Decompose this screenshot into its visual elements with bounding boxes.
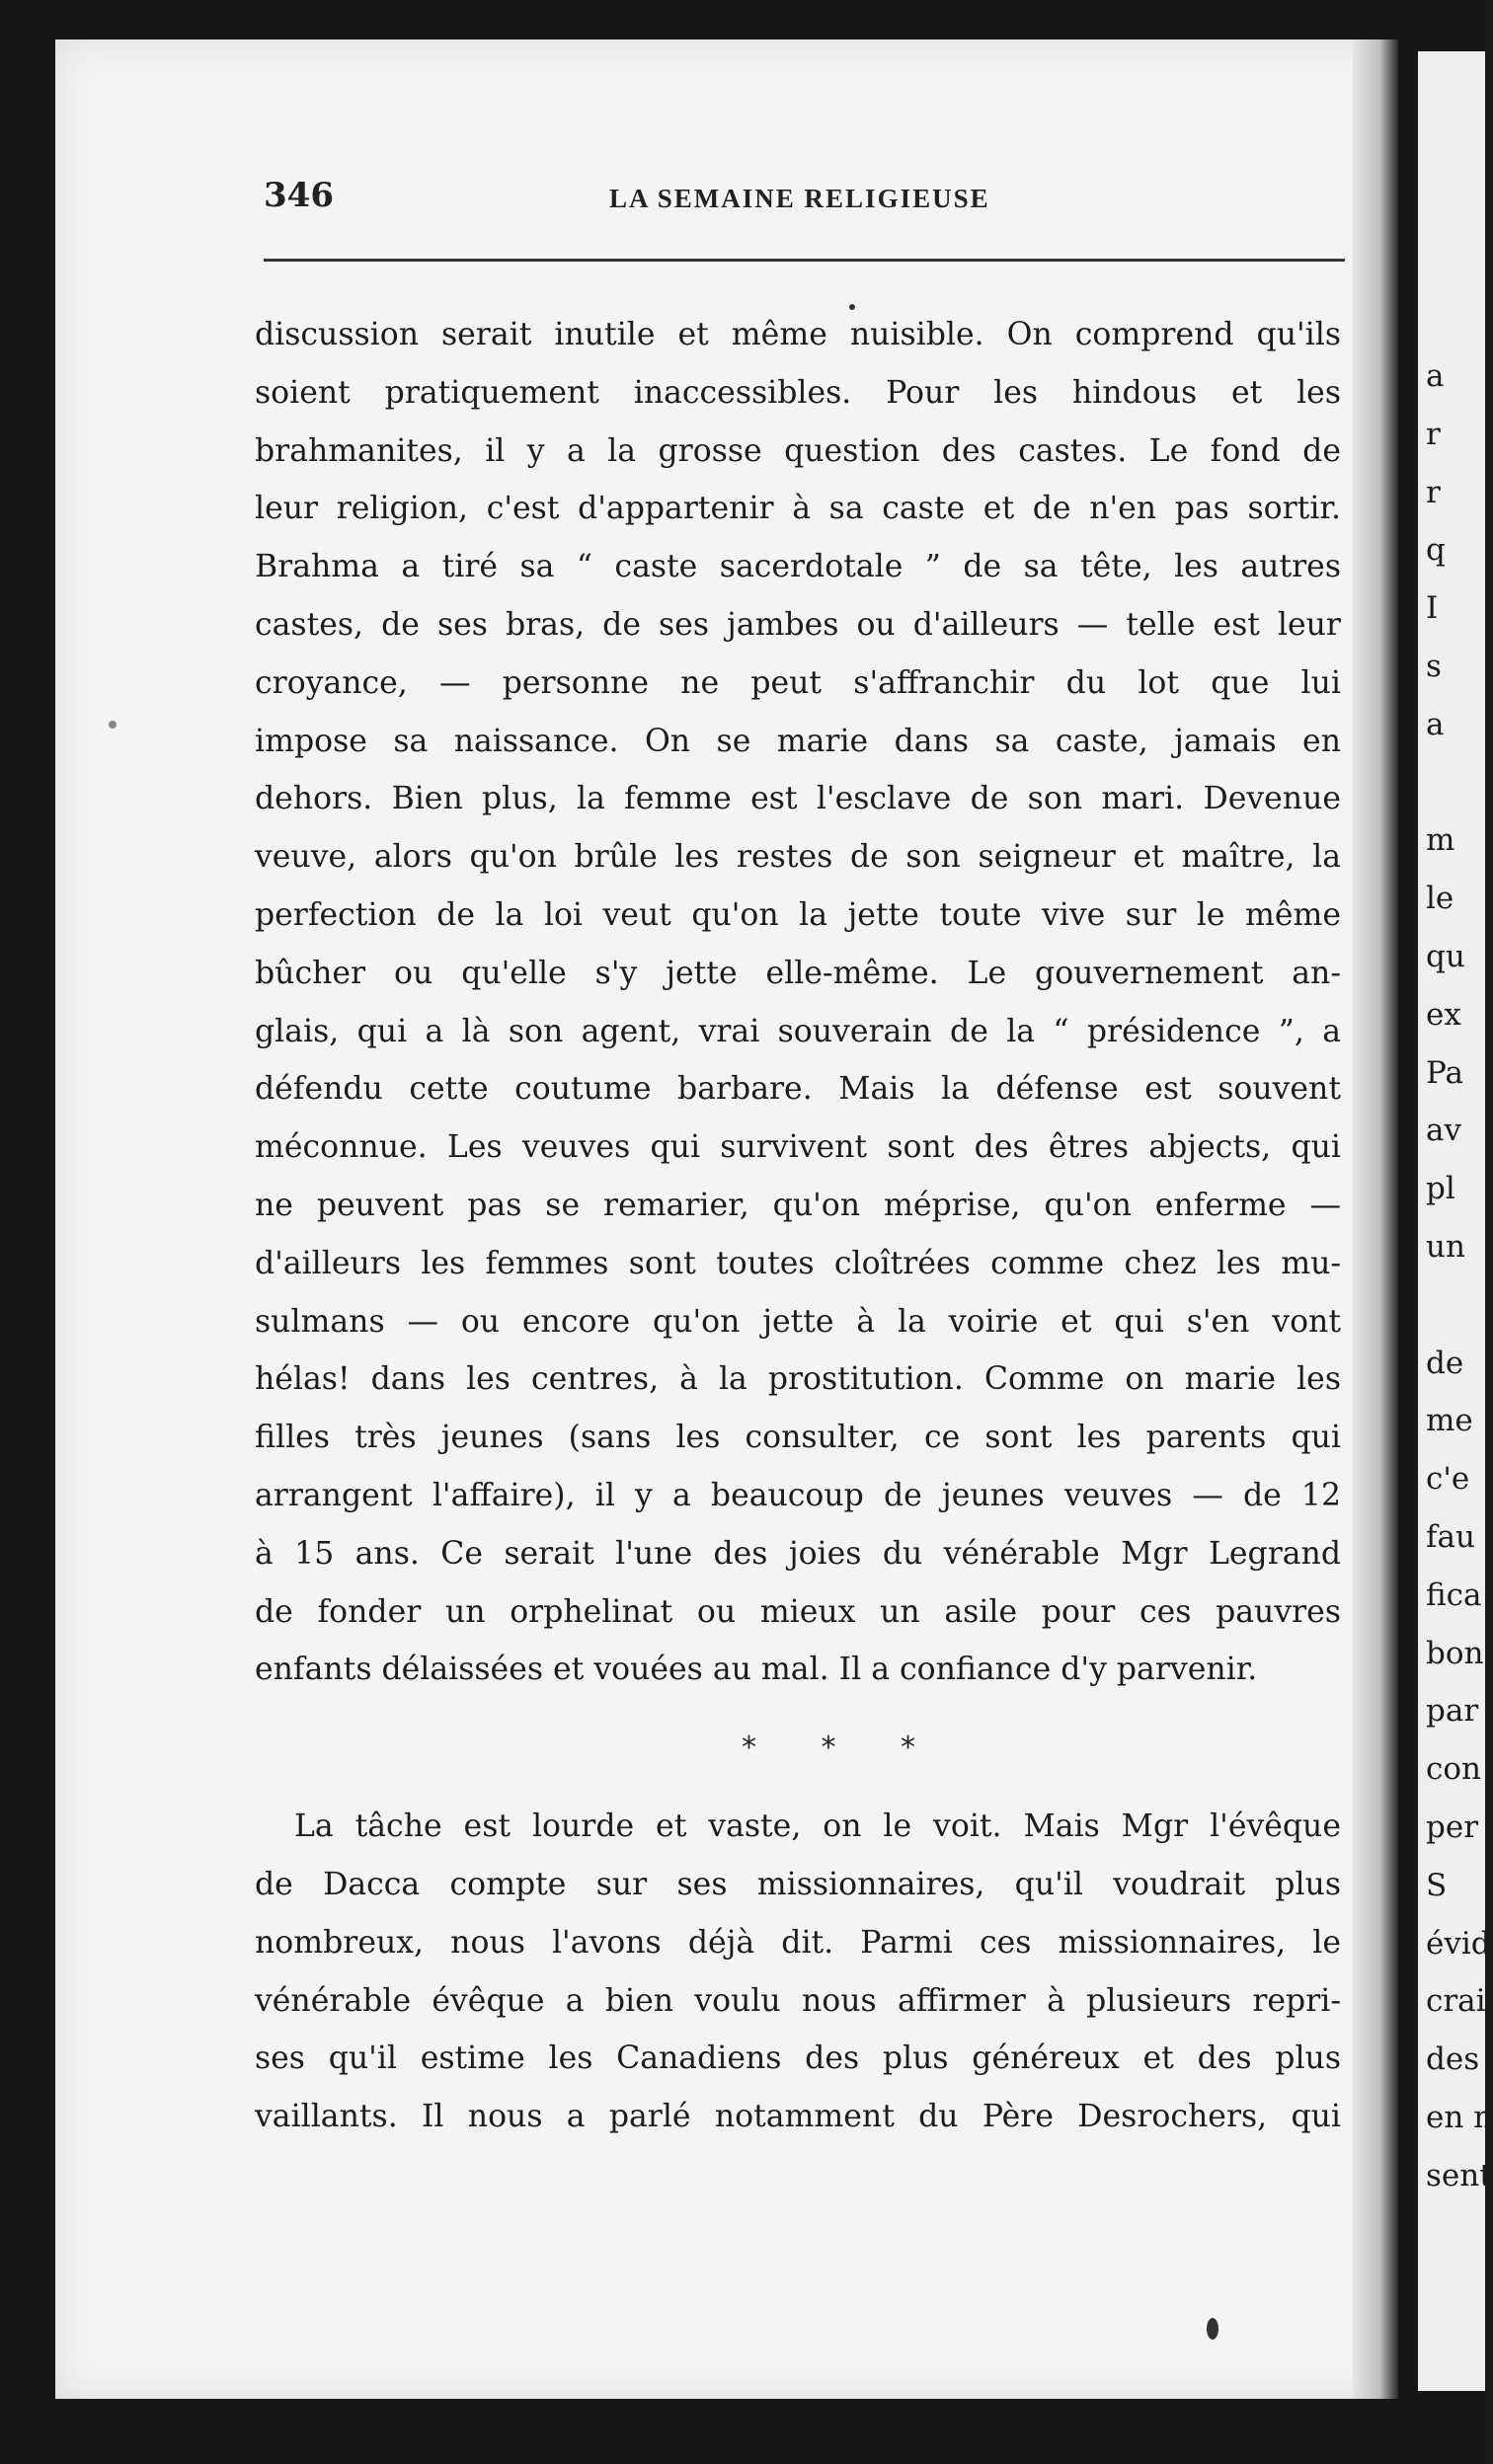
text-line: ses qu'il estime les Canadiens des plus généreux et des plus (255, 2040, 1341, 2077)
adjacent-page-fragment: ex (1426, 996, 1461, 1033)
text-line: nombreux, nous l'avons déjà dit. Parmi ces missionnaires, le (255, 1924, 1341, 1961)
adjacent-page-fragment: évid (1426, 1925, 1491, 1962)
text-line: sulmans — ou encore qu'on jette à la voirie et qui s'en vont (255, 1303, 1341, 1340)
text-line: brahmanites, il y a la grosse question des castes. Le fond de (255, 432, 1341, 469)
adjacent-page-fragment: sent (1426, 2157, 1492, 2194)
adjacent-page-fragment: par (1426, 1693, 1479, 1730)
page-header (264, 176, 1345, 235)
text-line: perfection de la loi veut qu'on la jette toute vive sur le même (255, 896, 1341, 933)
text-line: arrangent l'affaire), il y a beaucoup de jeunes veuves — de 12 (255, 1477, 1341, 1513)
adjacent-page-fragment: m (1426, 822, 1455, 859)
adjacent-page-fragment (1426, 1276, 1493, 1335)
text-line: La tâche est lourde et vaste, on le voit. Mais Mgr l'évêque (294, 1809, 1341, 1845)
adjacent-page-fragment: per (1426, 1809, 1479, 1845)
text-line: méconnue. Les veuves qui survivent sont des êtres abjects, qui (255, 1129, 1341, 1166)
adjacent-page-fragment: bon (1426, 1635, 1484, 1671)
adjacent-page-fragment: r (1426, 416, 1441, 452)
paragraph-1 (255, 306, 1341, 1699)
text-line: leur religion, c'est d'appartenir à sa caste et de n'en pas sortir. (255, 491, 1341, 527)
adjacent-page-fragment: fau (1426, 1518, 1475, 1555)
text-line: filles très jeunes (sans les consulter, ce sont les parents qui (255, 1420, 1341, 1456)
adjacent-page-fragment: qu (1426, 938, 1465, 974)
adjacent-page-fragment: q (1426, 532, 1446, 569)
adjacent-page-fragment: con (1426, 1751, 1481, 1788)
text-line: bûcher ou qu'elle s'y jette elle-même. Le gouvernement an- (255, 955, 1341, 991)
ink-speck (1207, 2318, 1218, 2340)
text-line: vaillants. Il nous a parlé notamment du Père Desrochers, qui (255, 2099, 1341, 2135)
adjacent-page-fragment: r (1426, 474, 1441, 510)
adjacent-page-fragment: de (1426, 1345, 1464, 1381)
text-line: dehors. Bien plus, la femme est l'esclave de son mari. Devenue (255, 781, 1341, 817)
adjacent-page-fragment: av (1426, 1113, 1461, 1149)
text-line: impose sa naissance. On se marie dans sa caste, jamais en (255, 723, 1341, 759)
text-line: castes, de ses bras, de ses jambes ou d'ailleurs — telle est leur (255, 606, 1341, 643)
adjacent-page-fragment: pl (1426, 1171, 1455, 1207)
adjacent-page-fragment: me (1426, 1403, 1473, 1439)
adjacent-page-fragment: I (1426, 590, 1439, 627)
header-rule (264, 259, 1345, 262)
page-gutter (1353, 39, 1398, 2399)
adjacent-page-fragment: c'e (1426, 1461, 1470, 1498)
text-line: Brahma a tiré sa “ caste sacerdotale ” de sa tête, les autres (255, 549, 1341, 585)
text-line: défendu cette coutume barbare. Mais la défense est souvent (255, 1071, 1341, 1108)
adjacent-page-fragment: fica (1426, 1577, 1482, 1613)
text-line: d'ailleurs les femmes sont toutes cloîtrées comme chez les mu- (255, 1245, 1341, 1281)
section-separator: * * * (741, 1731, 944, 1766)
adjacent-page-fragment: a (1426, 358, 1445, 394)
adjacent-page-fragment: s (1426, 648, 1442, 684)
text-line: hélas! dans les centres, à la prostitution. Comme on marie les (255, 1361, 1341, 1398)
text-line: à 15 ans. Ce serait l'une des joies du vénérable Mgr Legrand (255, 1535, 1341, 1572)
adjacent-page-fragment: un (1426, 1228, 1465, 1265)
text-line: croyance, — personne ne peut s'affranchir du lot que lui (255, 664, 1341, 701)
text-line: veuve, alors qu'on brûle les restes de son seigneur et maître, la (255, 839, 1341, 876)
adjacent-page-fragment: a (1426, 706, 1445, 742)
adjacent-page-fragment: en n (1426, 2099, 1493, 2135)
text-line: enfants délaissées et vouées au mal. Il a confiance d'y parvenir. (255, 1652, 1258, 1688)
running-title: LA SEMAINE RELIGIEUSE (609, 184, 990, 213)
adjacent-page-text (1426, 347, 1493, 2205)
text-line: soient pratiquement inaccessibles. Pour les hindous et les (255, 374, 1341, 411)
text-line: glais, qui a là son agent, vrai souverain de la “ présidence ”, a (255, 1013, 1341, 1049)
paragraph-2 (255, 1798, 1341, 2146)
text-line: de fonder un orphelinat ou mieux un asile pour ces pauvres (255, 1593, 1341, 1630)
text-line: ne peuvent pas se remarier, qu'on méprise, qu'on enferme — (255, 1187, 1341, 1223)
text-line: de Dacca compte sur ses missionnaires, qu'il voudrait plus (255, 1866, 1341, 1902)
text-line: vénérable évêque a bien voulu nous affirmer à plusieurs repri- (255, 1982, 1341, 2019)
adjacent-page-fragment (1426, 754, 1493, 812)
adjacent-page-fragment: Pa (1426, 1054, 1463, 1091)
adjacent-page-fragment: des (1426, 2041, 1480, 2078)
page-number: 346 (264, 176, 334, 215)
text-line: discussion serait inutile et même nuisible. On comprend qu'ils (255, 317, 1341, 352)
ink-speck (109, 721, 117, 729)
adjacent-page-fragment: le (1426, 881, 1454, 917)
adjacent-page-edge (1418, 51, 1493, 2391)
ink-speck (849, 304, 855, 310)
adjacent-page-fragment: S (1426, 1867, 1448, 1903)
page-body (255, 306, 1341, 2146)
adjacent-page-fragment: crai (1426, 1983, 1486, 2020)
